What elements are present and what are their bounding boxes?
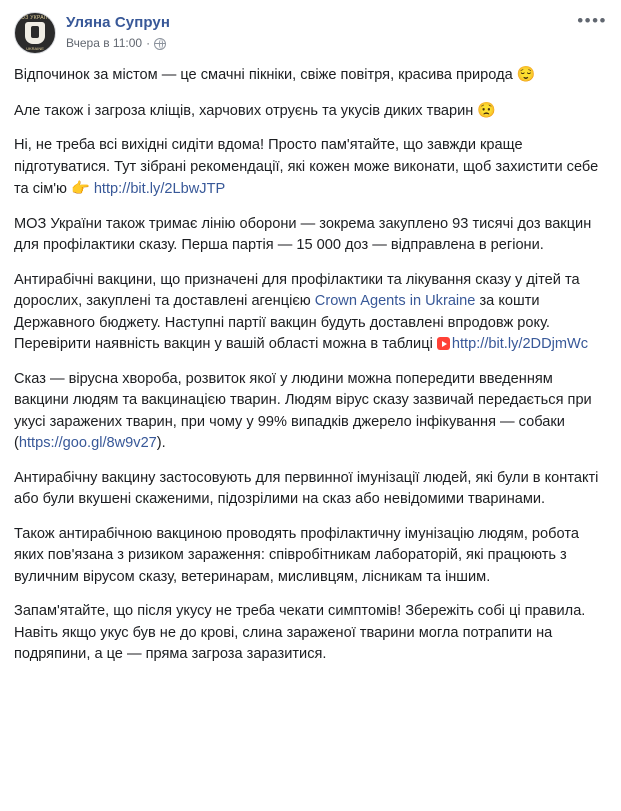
post-text: Сказ — вірусна хвороба, розвиток якої у людини можна попередити введенням вакцини людям та вакцинацією тварин. Людям вірус сказу зазвичай передається при укусі заражених тварин, при чому у 99% випадків джерело інфікування — собаки ( <box>14 370 592 451</box>
avatar-bottom-text: UKRAINE <box>26 46 44 51</box>
post-text: Антирабічні вакцини, що призначені для профілактики та лікування сказу у дітей та дорослих, закуплені та доставлені агенцією <box>14 271 580 309</box>
post-text: Також антирабічною вакциною проводять профілактичну імунізацію людям, робота яких пов'язана з ризиком зараження: співробітникам лабораторій, які працюють з вуличним вірусом сказу, ветеринарам, мисливцям, лісникам та іншим. <box>14 525 579 585</box>
ellipsis-icon[interactable]: •••• <box>577 11 607 30</box>
post-link[interactable]: Crown Agents in Ukraine <box>314 293 476 309</box>
post-paragraph <box>14 369 607 455</box>
emoji-icon: 👉 <box>71 180 90 197</box>
post-paragraph <box>14 524 607 589</box>
post-link[interactable]: http://bit.ly/2DDjmWc <box>451 336 589 352</box>
play-video-icon[interactable] <box>437 337 450 350</box>
post-author-name[interactable]: Уляна Супрун <box>66 14 171 31</box>
post-header-text <box>66 12 607 51</box>
post-text: Антирабічну вакцину застосовують для первинної імунізації людей, які були в контакті або були вкушені скаженими, підозрілими на сказ або невідомими тваринами. <box>14 469 599 507</box>
post-text: ). <box>156 435 166 451</box>
emoji-icon: 😟 <box>477 101 497 119</box>
post-body <box>0 60 621 678</box>
post-text: Відпочинок за містом — це смачні пікніки, свіже повітря, красива природа <box>14 67 517 83</box>
post-paragraph <box>14 214 607 257</box>
post-paragraph <box>14 270 607 356</box>
avatar-crest-icon <box>25 22 45 44</box>
post-text: Ні, не треба всі вихідні сидіти вдома! Просто пам'ятайте, що завжди краще підготуватися. Тут зібрані рекомендації, які кожен може виконати, щоб захистити себе та сім'ю <box>14 137 599 197</box>
post-paragraph <box>14 468 607 511</box>
avatar[interactable] <box>14 12 56 54</box>
post-header <box>0 0 621 60</box>
post-paragraph <box>14 100 607 123</box>
post-meta <box>66 36 607 51</box>
avatar-top-text: МОЗ УКРАЇНИ <box>16 15 54 21</box>
post-timestamp[interactable]: Вчера в 11:00 <box>66 36 143 50</box>
meta-separator: · <box>146 36 151 50</box>
post-text: Але також і загроза кліщів, харчових отруєнь та укусів диких тварин <box>14 102 478 119</box>
post-text: за кошти Державного бюджету. Наступні партії вакцин будуть доставлені впродовж року. Перевірити наявність вакцин у вашій області можна в таблиці <box>14 293 550 352</box>
post-text: Запам'ятайте, що після укусу не треба чекати симптомів! Збережіть собі ці правила. Навіть якщо укус був не до крові, слина зараженої тварини могла потрапити на подряпини, а це — пряма загроза заразитися. <box>14 603 586 662</box>
post-paragraph <box>14 64 607 87</box>
globe-icon[interactable] <box>154 38 166 50</box>
post-link[interactable]: http://bit.ly/2LbwJTP <box>93 181 226 197</box>
post-link[interactable]: https://goo.gl/8w9v27 <box>18 435 157 451</box>
emoji-icon: 😌 <box>516 66 536 83</box>
post-paragraph <box>14 135 607 201</box>
post-text: МОЗ України також тримає лінію оборони — зокрема закуплено 93 тисячі доз вакцин для профілактики сказу. Перша партія — 15 000 доз — відправлена в регіони. <box>14 215 592 253</box>
post-paragraph <box>14 601 607 666</box>
